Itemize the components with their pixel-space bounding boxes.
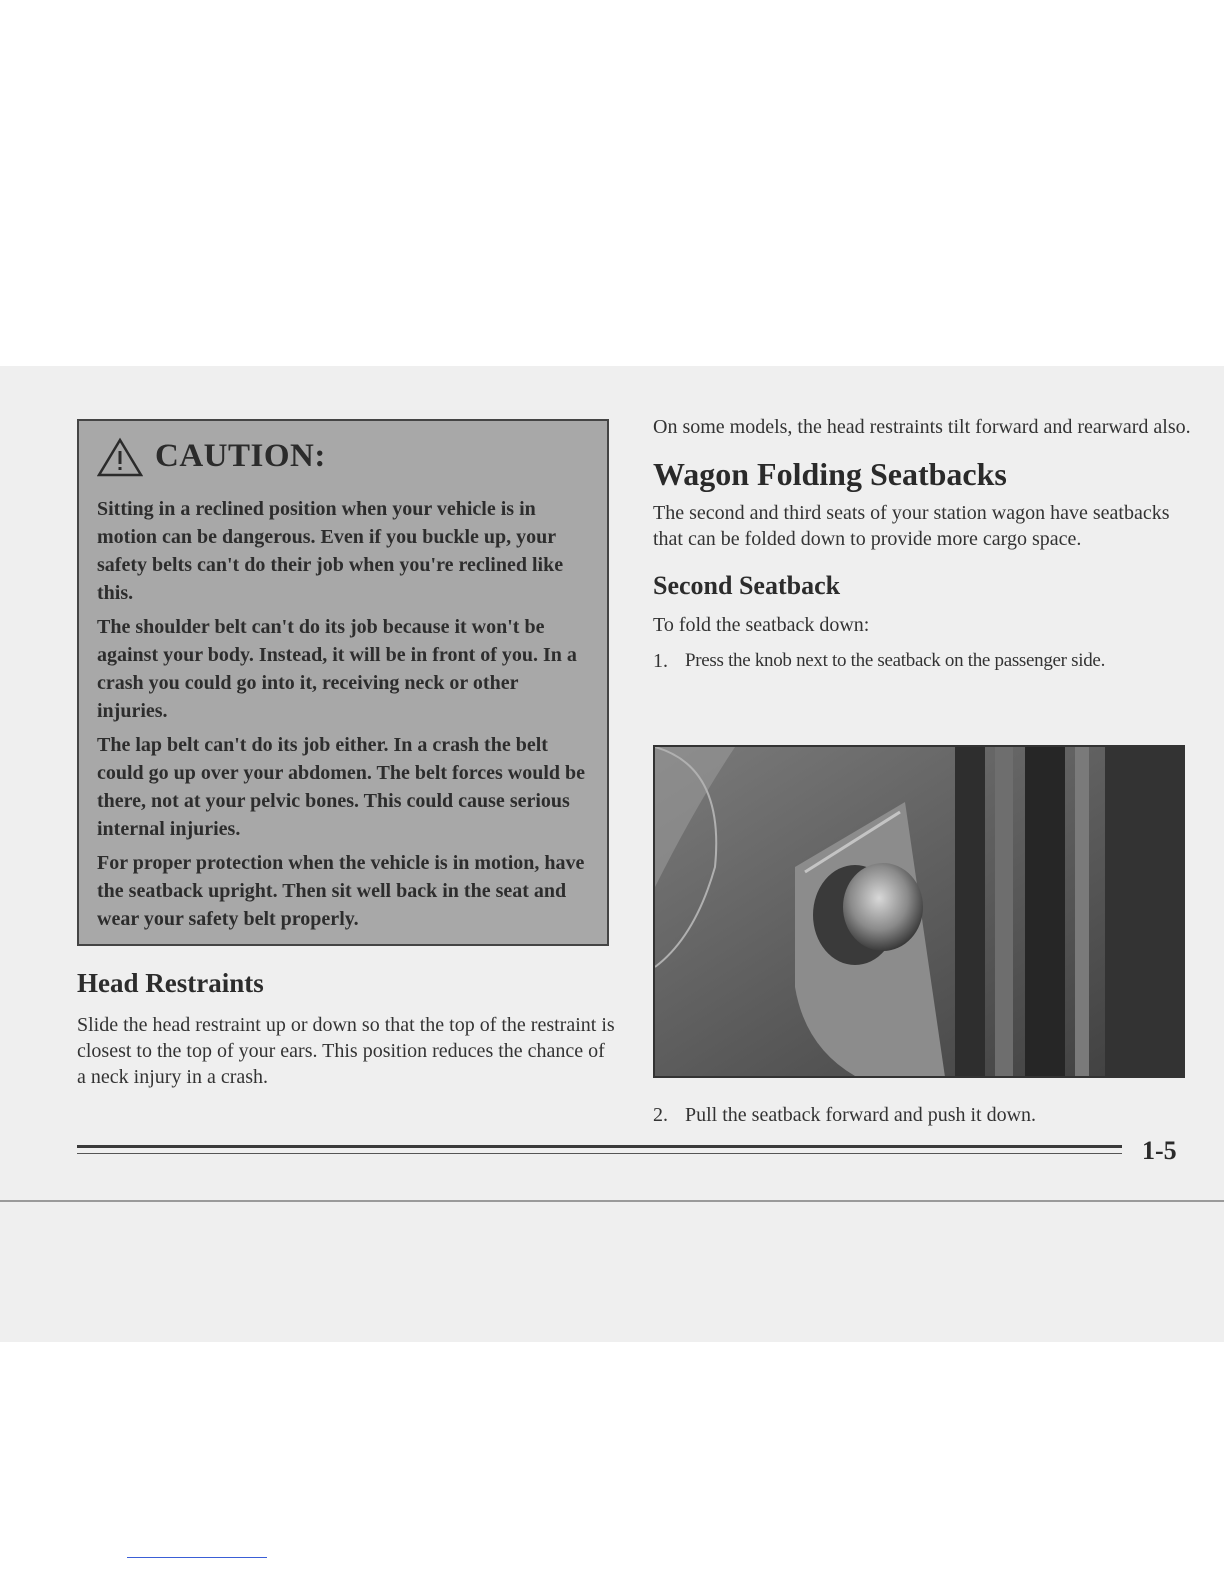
step-item (653, 648, 1193, 674)
footer-link-underline[interactable] (127, 1557, 267, 1558)
knob-illustration (655, 747, 1183, 1076)
head-restraints-body: Slide the head restraint up or down so that the top of the restraint is closest to the top of your ears. This position reduces the chance of a neck injury in a crash. (77, 1014, 615, 1088)
head-restraints-heading: Head Restraints (77, 968, 264, 998)
caution-paragraph: The shoulder belt can't do its job because it won't be against your body. Instead, it will be in front of you. In a crash you could go into it, receiving neck or other injuries. (97, 616, 577, 722)
step-number: 1. (653, 650, 668, 672)
footer-rule (77, 1145, 1122, 1148)
right-column (653, 414, 1193, 674)
head-restraints-tilt-note: On some models, the head restraints tilt forward and rearward also. (653, 416, 1191, 438)
caution-title: CAUTION: (155, 437, 326, 474)
fold-intro: To fold the seatback down: (653, 614, 870, 636)
seatback-knob-photo (653, 745, 1185, 1078)
caution-box (77, 419, 609, 946)
footer-rule-thin (77, 1153, 1122, 1154)
wagon-folding-body: The second and third seats of your station wagon have seatbacks that can be folded down to provide more cargo space. (653, 502, 1170, 550)
wagon-folding-heading: Wagon Folding Seatbacks (653, 456, 1007, 492)
warning-triangle-icon (97, 437, 143, 477)
caution-paragraph: For proper protection when the vehicle is in motion, have the seatback upright. Then sit well back in the seat and wear your safety belt properly. (97, 852, 585, 930)
caution-paragraph: The lap belt can't do its job either. In a crash the belt could go up over your abdomen. The belt forces would be there, not at your pelvic bones. This could cause serious internal injuries. (97, 734, 586, 840)
caution-header (97, 435, 589, 477)
step-item (653, 1102, 1193, 1128)
second-seatback-heading: Second Seatback (653, 571, 841, 600)
step-number: 2. (653, 1104, 668, 1126)
caution-paragraph: Sitting in a reclined position when your vehicle is in motion can be dangerous. Even if you buckle up, your safety belts can't do their job when you're reclined like this. (97, 498, 564, 604)
step-text: Pull the seatback forward and push it down. (685, 1104, 1037, 1126)
page-number: 1-5 (1142, 1136, 1177, 1165)
step-text: Press the knob next to the seatback on the passenger side. (685, 650, 1106, 671)
